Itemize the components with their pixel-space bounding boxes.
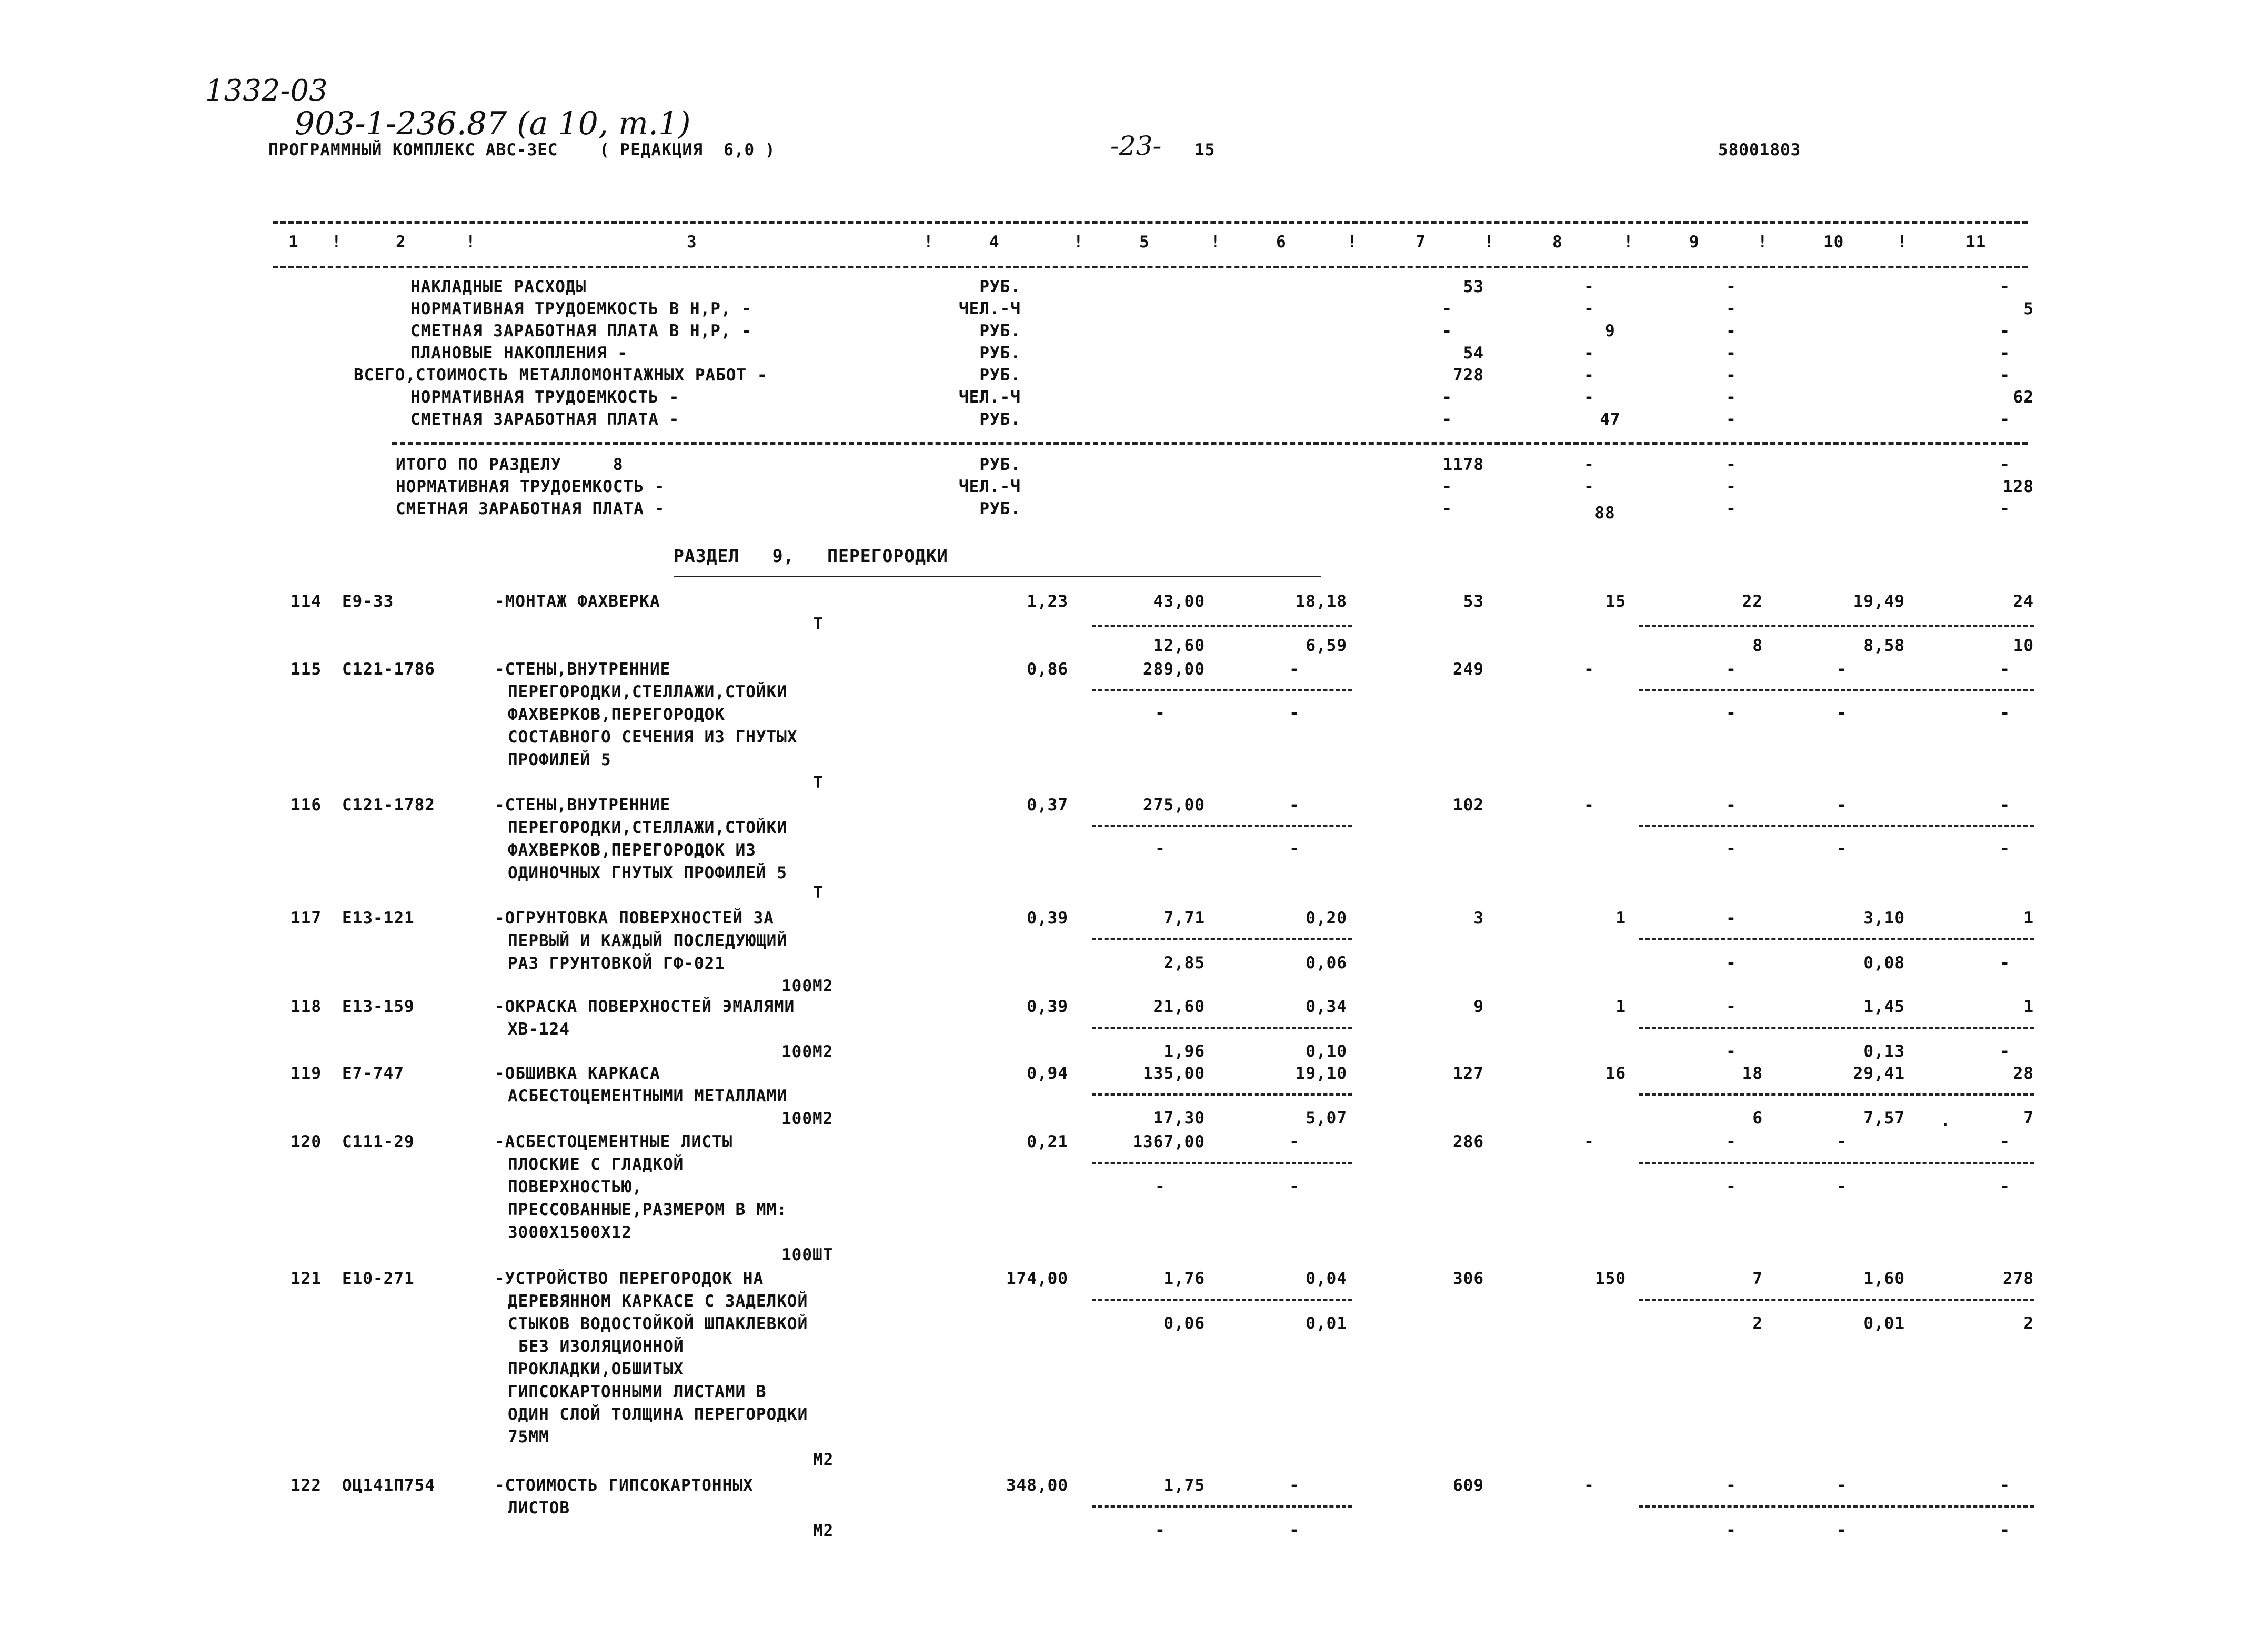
item-c11-lower: 7: [2023, 1109, 2034, 1128]
item-description: ОДИН СЛОЙ ТОЛЩИНА ПЕРЕГОРОДКИ: [508, 1405, 808, 1424]
item-description: 75ММ: [508, 1428, 549, 1447]
section-heading: РАЗДЕЛ 9, ПЕРЕГОРОДКИ: [674, 546, 948, 566]
document-code: 58001803: [1718, 140, 1801, 159]
summary-unit: РУБ.: [979, 344, 1021, 363]
item-total-wage: -: [1584, 796, 1594, 815]
item-total-cost: 306: [1453, 1269, 1484, 1288]
item-c9: -: [1726, 796, 1737, 815]
item-c10: -: [1837, 796, 1847, 815]
item-unit-cost: 275,00: [1143, 796, 1205, 815]
item-unit-wage: 0,34: [1306, 997, 1347, 1016]
item-number: 118: [290, 997, 322, 1016]
total-c9: -: [1726, 455, 1737, 474]
col-sep: !: [332, 233, 342, 252]
item-description: -СТОИМОСТЬ ГИПСОКАРТОННЫХ: [495, 1476, 754, 1495]
item-quantity: 0,39: [1027, 997, 1068, 1016]
item-unit-machine-wage: 0,01: [1306, 1314, 1347, 1333]
item-c10-lower: -: [1837, 1521, 1847, 1540]
item-unit: М2: [813, 1521, 834, 1540]
summary-c11: -: [2000, 366, 2010, 385]
item-c11-lower: -: [2000, 839, 2010, 858]
item-unit: М2: [813, 1450, 834, 1469]
item-c9: -: [1726, 660, 1737, 679]
item-c10-lower: -: [1837, 1177, 1847, 1196]
summary-c8: 47: [1600, 410, 1621, 429]
item-description: -ОКРАСКА ПОВЕРХНОСТЕЙ ЭМАЛЯМИ: [495, 997, 795, 1016]
summary-c7: -: [1442, 299, 1452, 318]
right-split-rule: [1639, 689, 2034, 691]
summary-c9: -: [1726, 322, 1737, 340]
price-split-rule: [1092, 938, 1352, 940]
item-number: 114: [290, 592, 322, 611]
right-split-rule: [1639, 625, 2034, 627]
summary-c11: 62: [2013, 388, 2034, 407]
col-sep: !: [1073, 233, 1084, 252]
item-number: 116: [290, 796, 322, 815]
item-unit: 100ШТ: [781, 1246, 834, 1264]
price-split-rule: [1092, 689, 1352, 691]
item-unit-machine-wage: 6,59: [1306, 636, 1347, 655]
summary-unit: ЧЕЛ.-Ч: [959, 388, 1021, 407]
price-split-rule: [1092, 1027, 1352, 1029]
item-unit-machine-wage: 0,06: [1306, 953, 1347, 972]
item-description: ГИПСОКАРТОННЫМИ ЛИСТАМИ В: [508, 1382, 767, 1401]
item-code: Е13-159: [342, 997, 415, 1016]
item-c9-lower: 8: [1752, 636, 1763, 655]
item-description: ПРЕССОВАННЫЕ,РАЗМЕРОМ В ММ:: [508, 1200, 787, 1219]
item-unit-wage: 0,20: [1306, 909, 1347, 928]
item-unit-machine: -: [1155, 1521, 1166, 1540]
item-unit-machine: 1,96: [1163, 1042, 1205, 1061]
col-sep: !: [1484, 233, 1494, 252]
item-unit-cost: 1367,00: [1132, 1132, 1205, 1151]
total-c7: -: [1442, 499, 1452, 518]
item-code: ОЦ141П754: [342, 1476, 435, 1495]
item-description: -АСБЕСТОЦЕМЕНТНЫЕ ЛИСТЫ: [495, 1132, 733, 1151]
right-split-rule: [1639, 1505, 2034, 1508]
item-description: ДЕРЕВЯННОМ КАРКАСЕ С ЗАДЕЛКОЙ: [508, 1292, 808, 1311]
summary-c8: -: [1584, 366, 1594, 385]
item-total-cost: 102: [1453, 796, 1484, 815]
col-1: 1: [288, 233, 299, 252]
total-label: ИТОГО ПО РАЗДЕЛУ 8: [396, 455, 624, 474]
total-label: СМЕТНАЯ ЗАРАБОТНАЯ ПЛАТА -: [396, 499, 665, 518]
item-description: -МОНТАЖ ФАХВЕРКА: [495, 592, 660, 611]
handwritten-page: -23-: [1110, 130, 1162, 161]
col-9: 9: [1689, 233, 1700, 252]
summary-c8: -: [1584, 388, 1594, 407]
summary-c7: -: [1442, 410, 1452, 429]
right-split-rule: [1639, 1299, 2034, 1301]
item-quantity: 0,39: [1027, 909, 1068, 928]
summary-c11: -: [2000, 277, 2010, 296]
item-c10-lower: 8,58: [1863, 636, 1905, 655]
item-quantity: 1,23: [1027, 592, 1068, 611]
item-number: 122: [290, 1476, 322, 1495]
item-unit-machine-wage: 0,10: [1306, 1042, 1347, 1061]
total-unit: ЧЕЛ.-Ч: [959, 477, 1021, 496]
item-c10-lower: -: [1837, 839, 1847, 858]
item-code: С111-29: [342, 1132, 415, 1151]
item-quantity: 0,94: [1027, 1064, 1068, 1083]
item-total-cost: 609: [1453, 1476, 1484, 1495]
col-8: 8: [1552, 233, 1563, 252]
page-number: 15: [1195, 140, 1216, 159]
item-c10-lower: -: [1837, 704, 1847, 722]
item-c11-lower: -: [2000, 1521, 2010, 1540]
item-quantity: 348,00: [1006, 1476, 1068, 1495]
item-description: -ОБШИВКА КАРКАСА: [495, 1064, 660, 1083]
item-c11-lower: 2: [2023, 1314, 2034, 1333]
item-total-wage: 1: [1615, 997, 1626, 1016]
item-quantity: 0,86: [1027, 660, 1068, 679]
item-total-cost: 53: [1463, 592, 1484, 611]
item-c11-lower: 10: [2013, 636, 2034, 655]
item-unit: Т: [813, 883, 824, 902]
item-c10: -: [1837, 660, 1847, 679]
item-quantity: 0,37: [1027, 796, 1068, 815]
item-unit-machine-wage: -: [1289, 1177, 1300, 1196]
item-unit-machine: -: [1155, 839, 1166, 858]
summary-unit: РУБ.: [979, 277, 1021, 296]
summary-label: НОРМАТИВНАЯ ТРУДОЕМКОСТЬ В Н,Р, -: [410, 299, 752, 318]
item-code: Е13-121: [342, 909, 415, 928]
item-total-wage: -: [1584, 660, 1594, 679]
item-unit: 100М2: [781, 1042, 834, 1061]
item-description: БЕЗ ИЗОЛЯЦИОННОЙ: [518, 1337, 684, 1356]
summary-label: СМЕТНАЯ ЗАРАБОТНАЯ ПЛАТА В Н,Р, -: [410, 322, 752, 340]
price-split-rule: [1092, 1162, 1352, 1164]
col-sep: !: [466, 233, 476, 252]
item-description: -СТЕНЫ,ВНУТРЕННИЕ: [495, 660, 671, 679]
item-number: 121: [290, 1269, 322, 1288]
summary-c9: -: [1726, 344, 1737, 363]
item-number: 119: [290, 1064, 322, 1083]
handwritten-project-code: 903-1-236.87 (а 10, т.1): [295, 105, 691, 142]
summary-label: НАКЛАДНЫЕ РАСХОДЫ: [410, 277, 587, 296]
item-description: ПЛОСКИЕ С ГЛАДКОЙ: [508, 1155, 684, 1174]
item-description: ХВ-124: [508, 1020, 570, 1039]
summary-c7: 53: [1463, 277, 1484, 296]
header-top-rule: [273, 221, 2028, 224]
item-description: -УСТРОЙСТВО ПЕРЕГОРОДОК НА: [495, 1269, 764, 1288]
item-c11: 1: [2023, 909, 2034, 928]
summary-c9: -: [1726, 277, 1737, 296]
item-c10-lower: 0,01: [1863, 1314, 1905, 1333]
summary-label: НОРМАТИВНАЯ ТРУДОЕМКОСТЬ -: [410, 388, 680, 407]
item-c10-lower: 7,57: [1863, 1109, 1905, 1128]
item-unit-machine: 0,06: [1163, 1314, 1205, 1333]
item-unit-cost: 1,76: [1163, 1269, 1205, 1288]
item-c10: 19,49: [1853, 592, 1905, 611]
item-total-cost: 249: [1453, 660, 1484, 679]
item-description: ПРОФИЛЕЙ 5: [508, 750, 611, 769]
col-sep: !: [1623, 233, 1634, 252]
summary-c11: -: [2000, 410, 2010, 429]
summary-label: ВСЕГО,СТОИМОСТЬ МЕТАЛЛОМОНТАЖНЫХ РАБОТ -: [354, 366, 768, 385]
item-c9: -: [1726, 997, 1737, 1016]
col-sep: !: [924, 233, 934, 252]
item-unit-machine-wage: -: [1289, 704, 1300, 722]
item-total-wage: 150: [1595, 1269, 1626, 1288]
item-c10: 3,10: [1863, 909, 1905, 928]
summary-c9: -: [1726, 410, 1737, 429]
item-c9-lower: -: [1726, 953, 1737, 972]
item-description: -ОГРУНТОВКА ПОВЕРХНОСТЕЙ ЗА: [495, 909, 774, 928]
item-c10-lower: 0,13: [1863, 1042, 1905, 1061]
item-c11-lower: -: [2000, 1177, 2010, 1196]
col-7: 7: [1416, 233, 1426, 252]
item-unit-wage: -: [1289, 796, 1300, 815]
price-split-rule: [1092, 625, 1352, 627]
item-unit-cost: 7,71: [1163, 909, 1205, 928]
col-6: 6: [1276, 233, 1287, 252]
section-heading-underline: [674, 576, 1321, 578]
item-c11: -: [2000, 796, 2010, 815]
item-unit-wage: 18,18: [1295, 592, 1347, 611]
total-unit: РУБ.: [979, 499, 1021, 518]
item-number: 120: [290, 1132, 322, 1151]
total-label: НОРМАТИВНАЯ ТРУДОЕМКОСТЬ -: [396, 477, 665, 496]
item-unit: 100М2: [781, 1109, 834, 1128]
item-c10: -: [1837, 1476, 1847, 1495]
item-unit-cost: 135,00: [1143, 1064, 1205, 1083]
item-number: 115: [290, 660, 322, 679]
total-c8: 88: [1594, 504, 1615, 523]
item-unit-machine: 17,30: [1153, 1109, 1205, 1128]
right-split-rule: [1639, 1162, 2034, 1164]
item-c9-lower: -: [1726, 1521, 1737, 1540]
item-total-wage: 16: [1605, 1064, 1626, 1083]
item-unit-cost: 289,00: [1143, 660, 1205, 679]
item-unit-machine: -: [1155, 1177, 1166, 1196]
item-c11: -: [2000, 1132, 2010, 1151]
summary-c7: 54: [1463, 344, 1484, 363]
item-c11: 1: [2023, 997, 2034, 1016]
total-c9: -: [1726, 477, 1737, 496]
item-code: Е10-271: [342, 1269, 415, 1288]
item-c11: 24: [2013, 592, 2034, 611]
summary-unit: РУБ.: [979, 410, 1021, 429]
item-unit-wage: -: [1289, 660, 1300, 679]
item-quantity: 0,21: [1027, 1132, 1068, 1151]
item-c11: -: [2000, 660, 2010, 679]
price-split-rule: [1092, 1299, 1352, 1301]
summary-c7: -: [1442, 322, 1452, 340]
total-c8: -: [1584, 477, 1594, 496]
item-unit-cost: 1,75: [1163, 1476, 1205, 1495]
item-description: РАЗ ГРУНТОВКОЙ ГФ-021: [508, 954, 725, 973]
item-unit-wage: 0,04: [1306, 1269, 1347, 1288]
item-c9: 22: [1742, 592, 1763, 611]
item-description: АСБЕСТОЦЕМЕНТНЫМИ МЕТАЛЛАМИ: [508, 1087, 787, 1106]
item-c9: -: [1726, 1132, 1737, 1151]
summary-unit: ЧЕЛ.-Ч: [959, 299, 1021, 318]
item-total-wage: -: [1584, 1132, 1594, 1151]
item-description: ПРОКЛАДКИ,ОБШИТЫХ: [508, 1360, 684, 1379]
item-description: ПЕРЕГОРОДКИ,СТЕЛЛАЖИ,СТОЙКИ: [508, 818, 787, 837]
right-split-rule: [1639, 1027, 2034, 1029]
program-header: ПРОГРАММНЫЙ КОМПЛЕКС АВС-3ЕС ( РЕДАКЦИЯ 6,0 ): [268, 140, 776, 159]
total-c11: -: [2000, 499, 2010, 518]
item-unit-machine: 2,85: [1163, 953, 1205, 972]
item-c11: -: [2000, 1476, 2010, 1495]
right-split-rule: [1639, 825, 2034, 827]
col-4: 4: [989, 233, 1000, 252]
item-total-cost: 9: [1473, 997, 1484, 1016]
item-unit-machine-wage: -: [1289, 1521, 1300, 1540]
item-unit-machine-wage: 5,07: [1306, 1109, 1347, 1128]
summary-c11: 5: [2023, 299, 2034, 318]
item-c9: -: [1726, 909, 1737, 928]
col-5: 5: [1139, 233, 1150, 252]
col-10: 10: [1823, 233, 1844, 252]
summary-unit: РУБ.: [979, 322, 1021, 340]
item-c9-lower: -: [1726, 704, 1737, 722]
item-total-cost: 286: [1453, 1132, 1484, 1151]
total-c7: 1178: [1442, 455, 1484, 474]
item-description: ОДИНОЧНЫХ ГНУТЫХ ПРОФИЛЕЙ 5: [508, 863, 787, 882]
summary-unit: РУБ.: [979, 366, 1021, 385]
summary-c8: -: [1584, 299, 1594, 318]
total-rule: [392, 442, 2028, 445]
item-c11-lower: -: [2000, 704, 2010, 722]
handwritten-sheet-number: 1332-03: [205, 74, 328, 108]
item-c11-lower: -: [2000, 953, 2010, 972]
item-unit-cost: 43,00: [1153, 592, 1205, 611]
item-unit-wage: 19,10: [1295, 1064, 1347, 1083]
summary-label: СМЕТНАЯ ЗАРАБОТНАЯ ПЛАТА -: [410, 410, 680, 429]
item-number: 117: [290, 909, 322, 928]
item-c9-lower: 2: [1752, 1314, 1763, 1333]
item-c9: 7: [1752, 1269, 1763, 1288]
summary-c9: -: [1726, 366, 1737, 385]
total-c9: -: [1726, 499, 1737, 518]
item-unit: 100М2: [781, 977, 834, 996]
total-c8: -: [1584, 455, 1594, 474]
item-c9: -: [1726, 1476, 1737, 1495]
right-split-rule: [1639, 938, 2034, 940]
item-c9-lower: -: [1726, 1177, 1737, 1196]
item-unit: Т: [813, 615, 824, 634]
total-unit: РУБ.: [979, 455, 1021, 474]
item-code: Е7-747: [342, 1064, 404, 1083]
item-unit-machine: -: [1155, 704, 1166, 722]
item-unit-wage: -: [1289, 1132, 1300, 1151]
item-description: ПОВЕРХНОСТЬЮ,: [508, 1178, 643, 1197]
item-total-wage: 1: [1615, 909, 1626, 928]
item-quantity: 174,00: [1006, 1269, 1068, 1288]
item-c10: 29,41: [1853, 1064, 1905, 1083]
col-2: 2: [396, 233, 406, 252]
item-total-cost: 3: [1473, 909, 1484, 928]
item-total-cost: 127: [1453, 1064, 1484, 1083]
item-code: С121-1782: [342, 796, 435, 815]
total-c7: -: [1442, 477, 1452, 496]
item-c9-lower: 6: [1752, 1109, 1763, 1128]
item-total-wage: 15: [1605, 592, 1626, 611]
item-unit-cost: 21,60: [1153, 997, 1205, 1016]
summary-c11: -: [2000, 322, 2010, 340]
total-c11: -: [2000, 455, 2010, 474]
price-split-rule: [1092, 825, 1352, 827]
item-total-wage: -: [1584, 1476, 1594, 1495]
item-unit: Т: [813, 773, 824, 792]
summary-c8: -: [1584, 277, 1594, 296]
col-sep: !: [1210, 233, 1221, 252]
summary-c11: -: [2000, 344, 2010, 363]
item-description: ФАХВЕРКОВ,ПЕРЕГОРОДОК: [508, 705, 725, 724]
item-c9: 18: [1742, 1064, 1763, 1083]
item-c10: 1,60: [1863, 1269, 1905, 1288]
item-c11: 28: [2013, 1064, 2034, 1083]
col-3: 3: [687, 233, 697, 252]
item-description: ПЕРЕГОРОДКИ,СТЕЛЛАЖИ,СТОЙКИ: [508, 682, 787, 701]
item-c10: -: [1837, 1132, 1847, 1151]
item-c9-lower: -: [1726, 1042, 1737, 1061]
item-unit-machine-wage: -: [1289, 839, 1300, 858]
header-bottom-rule: [273, 266, 2028, 268]
item-description: -СТЕНЫ,ВНУТРЕННИЕ: [495, 796, 671, 815]
right-split-rule: [1639, 1093, 2034, 1096]
item-unit-machine: 12,60: [1153, 636, 1205, 655]
price-split-rule: [1092, 1093, 1352, 1096]
item-c9-lower: -: [1726, 839, 1737, 858]
item-description: СТЫКОВ ВОДОСТОЙКОЙ ШПАКЛЕВКОЙ: [508, 1314, 808, 1333]
item-description: СОСТАВНОГО СЕЧЕНИЯ ИЗ ГНУТЫХ: [508, 728, 798, 747]
item-code: Е9-33: [342, 592, 394, 611]
summary-c9: -: [1726, 388, 1737, 407]
item-c11-lower: -: [2000, 1042, 2010, 1061]
summary-c8: -: [1584, 344, 1594, 363]
item-unit-wage: -: [1289, 1476, 1300, 1495]
item-description: ФАХВЕРКОВ,ПЕРЕГОРОДОК ИЗ: [508, 841, 756, 860]
stray-dot: .: [1941, 1111, 1951, 1130]
item-c10: 1,45: [1863, 997, 1905, 1016]
summary-c7: 728: [1453, 366, 1484, 385]
item-description: ЛИСТОВ: [508, 1499, 570, 1518]
col-11: 11: [1965, 233, 1986, 252]
item-description: 3000Х1500Х12: [508, 1223, 632, 1242]
summary-c7: -: [1442, 388, 1452, 407]
total-c11: 128: [2003, 477, 2034, 496]
col-sep: !: [1758, 233, 1768, 252]
summary-c9: -: [1726, 299, 1737, 318]
col-sep: !: [1347, 233, 1358, 252]
summary-c8: 9: [1605, 322, 1615, 340]
item-c11: 278: [2003, 1269, 2034, 1288]
price-split-rule: [1092, 1505, 1352, 1508]
item-c10-lower: 0,08: [1863, 953, 1905, 972]
summary-label: ПЛАНОВЫЕ НАКОПЛЕНИЯ -: [410, 344, 628, 363]
item-description: ПЕРВЫЙ И КАЖДЫЙ ПОСЛЕДУЮЩИЙ: [508, 931, 787, 950]
item-code: С121-1786: [342, 660, 435, 679]
col-sep: !: [1897, 233, 1908, 252]
